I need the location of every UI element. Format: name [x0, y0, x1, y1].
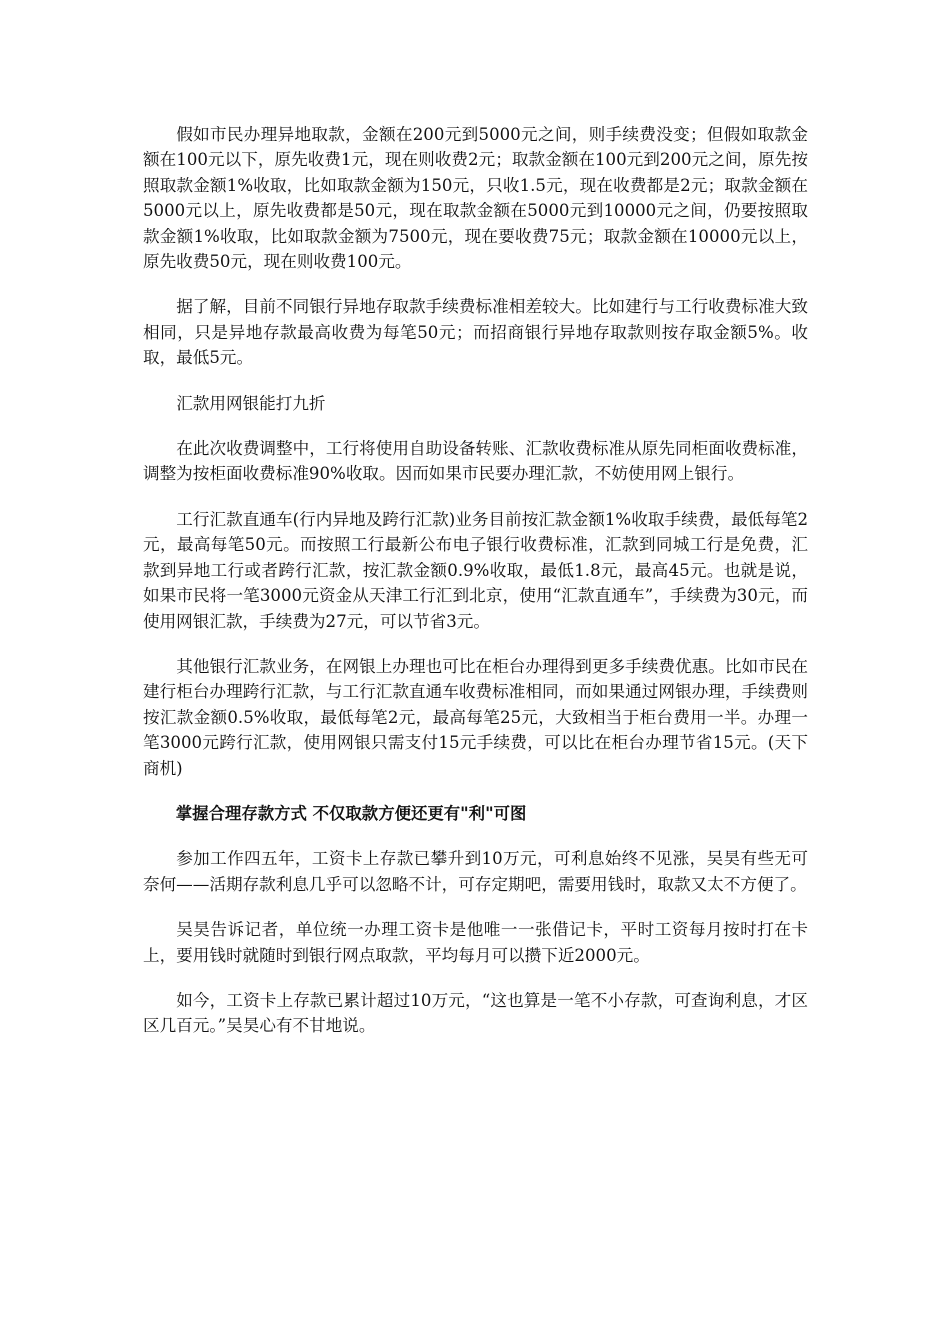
- paragraph-other-banks: 其他银行汇款业务，在网银上办理也可比在柜台办理得到更多手续费优惠。比如市民在建行柜台办理跨行汇款，与工行汇款直通车收费标准相同，而如果通过网银办理，手续费则按汇款金额0.5%收取，最低每笔2元，最高每笔25元，大致相当于柜台费用一半。办理一笔3000元跨行汇款，使用网银只需支付15元手续费，可以比在柜台办理节省15元。(天下商机): [143, 656, 808, 778]
- paragraph-icbc-remittance: 工行汇款直通车(行内异地及跨行汇款)业务目前按汇款金额1%收取手续费，最低每笔2元，最高每笔50元。而按照工行最新公布电子银行收费标准，汇款到同城工行是免费，汇款到异地工行或者跨行汇款，按汇款金额0.9%收取，最低1.8元，最高45元。也就是说，如果市民将一笔3000元资金从天津工行汇到北京，使用“汇款直通车”，手续费为30元，而使用网银汇款，手续费为27元，可以节省3元。: [143, 509, 808, 631]
- section-heading: 掌握合理存款方式 不仅取款方便还更有"利"可图: [175, 803, 527, 823]
- document-body: [143, 122, 808, 1059]
- paragraph-withdrawal-fees: 假如市民办理异地取款，金额在200元到5000元之间，则手续费没变；但假如取款金额在100元以下，原先收费1元，现在则收费2元；取款金额在100元到200元之间，原先按照取款金额1%收取，比如取款金额为150元，只收1.5元，现在收费都是2元；取款金额在5000元以上，原先收费都是50元，现在取款金额在5000元到10000元之间，仍要按照取款金额1%收取，比如取款金额为7500元，现在要收费75元；取款金额在10000元以上，原先收费50元，现在则收费100元。: [143, 125, 808, 272]
- paragraph-subheading-online-discount: 汇款用网银能打九折: [176, 393, 326, 413]
- paragraph-wuhao-interest: 如今，工资卡上存款已累计超过10万元，“这也算是一笔不小存款，可查询利息，才区区几百元。”吴昊心有不甘地说。: [143, 990, 808, 1036]
- paragraph-bank-comparison: 据了解，目前不同银行异地存取款手续费标准相差较大。比如建行与工行收费标准大致相同，只是异地存款最高收费为每笔50元；而招商银行异地存取款则按存取金额5%。收取，最低5元。: [143, 297, 808, 368]
- paragraph-wuhao-savings: 参加工作四五年，工资卡上存款已攀升到10万元，可利息始终不见涨，吴昊有些无可奈何——活期存款利息几乎可以忽略不计，可存定期吧，需要用钱时，取款又太不方便了。: [143, 849, 808, 894]
- paragraph-wuhao-salary-card: 吴昊告诉记者，单位统一办理工资卡是他唯一一张借记卡，平时工资每月按时打在卡上，要用钱时就随时到银行网点取款，平均每月可以攒下近2000元。: [143, 920, 808, 965]
- paragraph-fee-adjustment: 在此次收费调整中，工行将使用自助设备转账、汇款收费标准从原先同柜面收费标准，调整为按柜面收费标准90%收取。因而如果市民要办理汇款，不妨使用网上银行。: [143, 439, 808, 484]
